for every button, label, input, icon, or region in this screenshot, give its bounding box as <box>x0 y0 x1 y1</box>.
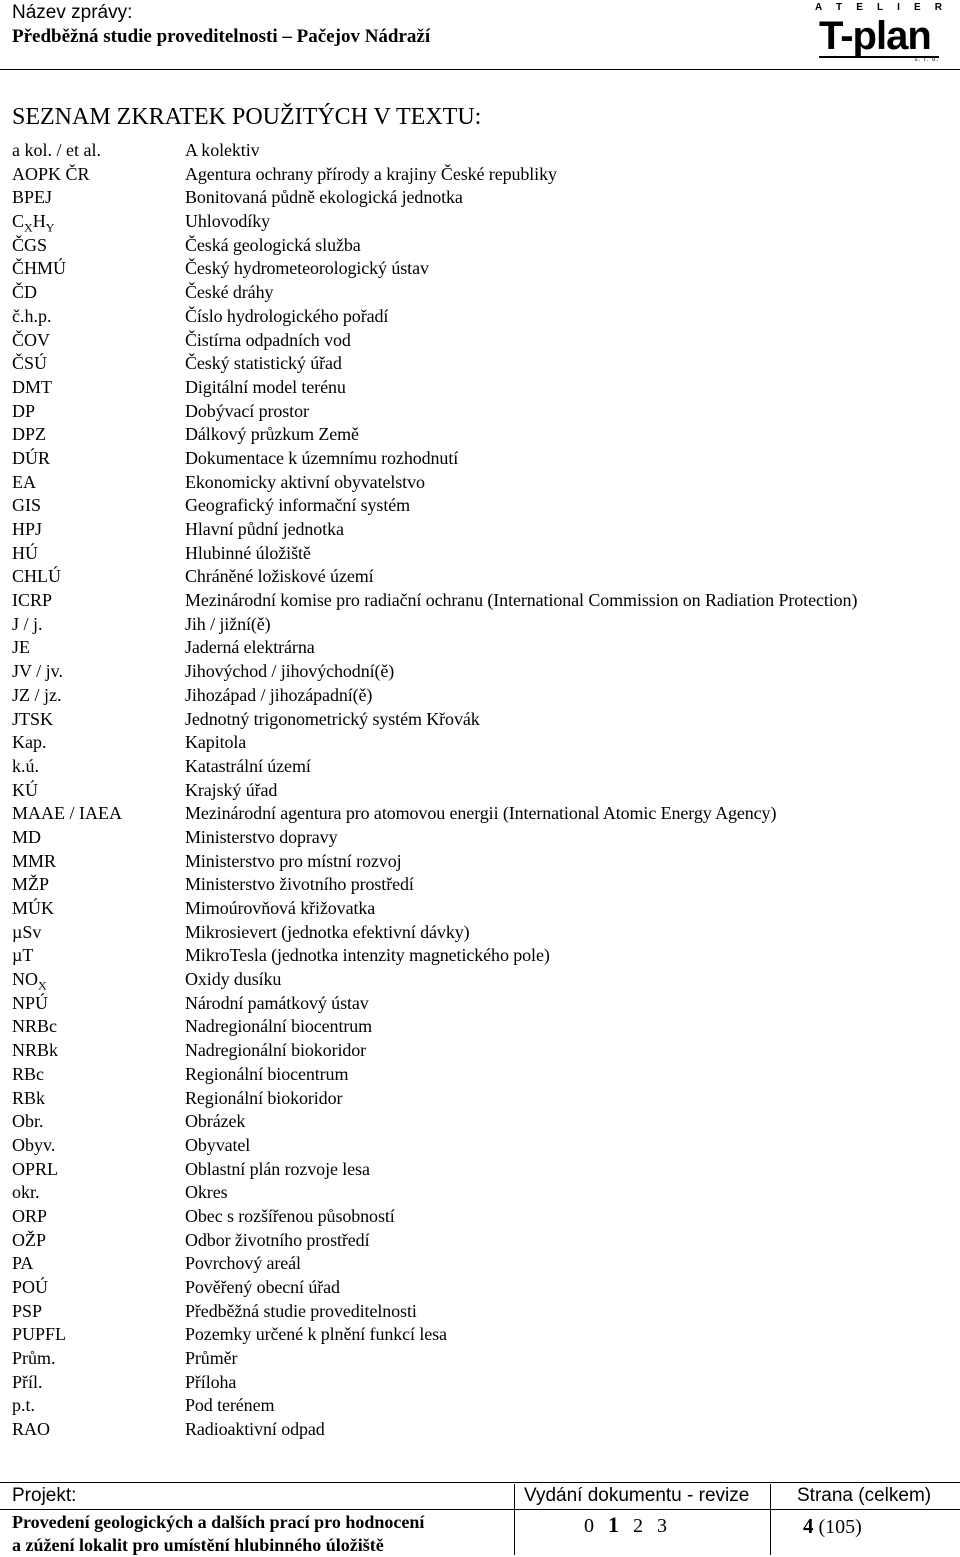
abbreviation-meaning: Digitální model terénu <box>185 376 346 397</box>
abbreviation: MMR <box>12 850 57 871</box>
list-item <box>0 1323 960 1347</box>
list-item <box>0 1039 960 1063</box>
company-logo <box>815 2 943 64</box>
revision-number: 3 <box>657 1515 667 1537</box>
abbreviation-meaning: Odbor životního prostředí <box>185 1229 370 1250</box>
abbreviation: POÚ <box>12 1277 49 1297</box>
abbreviation-meaning: Hlavní půdní jednotka <box>185 519 344 539</box>
abbreviation-meaning: Národní památkový ústav <box>185 992 369 1013</box>
list-item <box>0 1181 960 1205</box>
list-item <box>0 447 960 471</box>
abbreviation: J / j. <box>12 613 43 634</box>
abbreviation: MAAE / IAEA <box>12 803 122 824</box>
abbreviation-meaning: Oblastní plán rozvoje lesa <box>185 1158 370 1179</box>
abbreviation: OPRL <box>12 1158 59 1179</box>
abbreviation-meaning: Chráněné ložiskové území <box>185 566 374 587</box>
abbreviation: RAO <box>12 1419 51 1440</box>
list-item <box>0 1063 960 1087</box>
abbreviation-meaning: Obec s rozšířenou působností <box>185 1205 395 1226</box>
footer-divider-1 <box>514 1484 515 1555</box>
abbreviation-meaning: Katastrální území <box>185 755 311 776</box>
abbreviation: ČSÚ <box>12 353 48 374</box>
list-item <box>0 234 960 258</box>
list-item <box>0 992 960 1016</box>
page-header <box>0 0 960 72</box>
list-item <box>0 1015 960 1039</box>
page-current: 4 <box>803 1514 814 1538</box>
list-item <box>0 1371 960 1395</box>
abbreviation-meaning: Mezinárodní komise pro radiační ochranu (International Commission on Radiation Protection) <box>185 590 858 611</box>
abbreviation-meaning: Mimoúrovňová křižovatka <box>185 898 376 918</box>
abbreviation: a kol. / et al. <box>12 140 101 160</box>
abbreviation: k.ú. <box>12 755 39 776</box>
abbreviation-meaning: Agentura ochrany přírody a krajiny České republiky <box>185 163 557 184</box>
abbreviation-meaning: Obyvatel <box>185 1134 251 1155</box>
abbreviation-meaning: Ministerstvo dopravy <box>185 826 338 847</box>
abbreviation: µSv <box>12 921 42 942</box>
abbreviation: PUPFL <box>12 1324 67 1345</box>
abbreviation-meaning: Regionální biokoridor <box>185 1087 343 1108</box>
list-item <box>0 163 960 187</box>
list-item <box>0 1347 960 1371</box>
revision-number: 0 <box>584 1515 594 1537</box>
list-item <box>0 400 960 424</box>
list-item <box>0 944 960 968</box>
page-total: (105) <box>818 1516 862 1538</box>
list-item <box>0 1418 960 1442</box>
footer-mid-divider <box>0 1509 960 1510</box>
list-item <box>0 755 960 779</box>
abbreviation-list <box>0 139 960 1442</box>
report-name-label: Název zprávy: <box>12 2 133 23</box>
list-item <box>0 1276 960 1300</box>
abbreviation-meaning: Ministerstvo životního prostředí <box>185 874 414 895</box>
abbreviation-meaning: Číslo hydrologického pořadí <box>185 305 389 326</box>
abbreviation-meaning: Krajský úřad <box>185 779 278 800</box>
list-item <box>0 897 960 921</box>
list-item <box>0 305 960 329</box>
abbreviation-meaning: Dálkový průzkum Země <box>185 424 359 445</box>
abbreviation-meaning: Český statistický úřad <box>185 353 342 374</box>
list-item <box>0 329 960 353</box>
abbreviation: KÚ <box>12 779 38 800</box>
abbreviation-meaning: Povrchový areál <box>185 1253 301 1274</box>
list-item <box>0 1134 960 1158</box>
project-name <box>12 1511 512 1557</box>
abbreviation-meaning: Mikrosievert (jednotka efektivní dávky) <box>185 921 470 942</box>
list-item <box>0 826 960 850</box>
list-item <box>0 281 960 305</box>
abbreviation: ICRP <box>12 590 53 611</box>
abbreviation-meaning: Radioaktivní odpad <box>185 1419 325 1440</box>
abbreviation: ČHMÚ <box>12 258 67 279</box>
abbreviation-meaning: Regionální biocentrum <box>185 1063 349 1084</box>
abbreviation-meaning: Obrázek <box>185 1111 246 1132</box>
list-item <box>0 660 960 684</box>
abbreviation: Příl. <box>12 1371 43 1392</box>
abbreviation: ČD <box>12 282 38 303</box>
list-item <box>0 565 960 589</box>
abbreviation: č.h.p. <box>12 305 52 326</box>
list-item <box>0 968 960 992</box>
abbreviation-meaning: MikroTesla (jednotka intenzity magnetického pole) <box>185 945 550 966</box>
list-item <box>0 589 960 613</box>
abbreviation: MŽP <box>12 874 50 895</box>
abbreviation: OŽP <box>12 1229 47 1250</box>
abbreviation-meaning: Dokumentace k územnímu rozhodnutí <box>185 447 459 468</box>
list-item <box>0 423 960 447</box>
abbreviation: JE <box>12 637 30 658</box>
abbreviation: µT <box>12 945 34 966</box>
abbreviation: AOPK ČR <box>12 163 90 184</box>
abbreviation: PA <box>12 1253 34 1274</box>
section-title: SEZNAM ZKRATEK POUŽITÝCH V TEXTU: <box>12 104 482 130</box>
revision-list <box>584 1512 681 1538</box>
abbreviation: DP <box>12 400 36 421</box>
list-item <box>0 376 960 400</box>
list-item <box>0 542 960 566</box>
list-item <box>0 613 960 637</box>
list-item <box>0 257 960 281</box>
abbreviation: Obr. <box>12 1111 44 1132</box>
abbreviation: okr. <box>12 1182 40 1203</box>
report-title: Předběžná studie proveditelnosti – Pačejov Nádraží <box>12 26 431 47</box>
abbreviation-meaning: Jih / jižní(ě) <box>185 613 271 634</box>
list-item <box>0 708 960 732</box>
abbreviation-meaning: Česká geologická služba <box>185 234 361 255</box>
abbreviation-meaning: Oxidy dusíku <box>185 969 282 990</box>
abbreviation-meaning: Čistírna odpadních vod <box>185 329 351 350</box>
list-item <box>0 1158 960 1182</box>
abbreviation: RBk <box>12 1087 46 1108</box>
project-label: Projekt: <box>12 1485 77 1506</box>
footer-top-divider <box>0 1482 960 1483</box>
footer-divider-2 <box>770 1484 771 1555</box>
list-item <box>0 684 960 708</box>
abbreviation: Prům. <box>12 1348 56 1369</box>
list-item <box>0 1087 960 1111</box>
abbreviation: NPÚ <box>12 992 49 1013</box>
abbreviation: HÚ <box>12 542 38 563</box>
list-item <box>0 1205 960 1229</box>
list-item <box>0 779 960 803</box>
abbreviation: MD <box>12 826 42 847</box>
project-name-line-1: Provedení geologických a dalších prací pro hodnocení <box>12 1512 425 1532</box>
revision-number: 2 <box>633 1515 643 1537</box>
abbreviation: GIS <box>12 495 42 516</box>
list-item <box>0 921 960 945</box>
list-item <box>0 471 960 495</box>
logo-top-text: A T E L I E R <box>815 2 943 13</box>
abbreviation: CHLÚ <box>12 566 61 587</box>
list-item <box>0 731 960 755</box>
abbreviation: DÚR <box>12 447 51 468</box>
page-number <box>803 1514 862 1539</box>
abbreviation-meaning: Předběžná studie proveditelnosti <box>185 1300 417 1321</box>
list-item <box>0 873 960 897</box>
list-item <box>0 186 960 210</box>
abbreviation: p.t. <box>12 1395 36 1416</box>
list-item <box>0 1110 960 1134</box>
abbreviation: ORP <box>12 1205 48 1226</box>
header-divider <box>0 69 960 70</box>
abbreviation-meaning: České dráhy <box>185 282 274 303</box>
list-item <box>0 1394 960 1418</box>
logo-small-text: s. r. o. <box>914 57 939 63</box>
page-label: Strana (celkem) <box>797 1485 932 1506</box>
abbreviation-meaning: Geografický informační systém <box>185 495 411 516</box>
list-item <box>0 1229 960 1253</box>
list-item <box>0 1252 960 1276</box>
abbreviation: HPJ <box>12 519 43 539</box>
abbreviation: JV / jv. <box>12 661 64 682</box>
abbreviation: PSP <box>12 1300 43 1321</box>
abbreviation: Obyv. <box>12 1134 56 1155</box>
abbreviation-meaning: Pod terénem <box>185 1395 275 1416</box>
abbreviation-meaning: Český hydrometeorologický ústav <box>185 258 429 279</box>
abbreviation: NRBc <box>12 1016 57 1037</box>
abbreviation-meaning: Ekonomicky aktivní obyvatelstvo <box>185 471 425 492</box>
abbreviation-meaning: Kapitola <box>185 732 247 753</box>
list-item <box>0 352 960 376</box>
abbreviation-meaning: Jihozápad / jihozápadní(ě) <box>185 684 373 705</box>
list-item <box>0 494 960 518</box>
abbreviation: NRBk <box>12 1040 59 1061</box>
abbreviation-meaning: Ministerstvo pro místní rozvoj <box>185 850 402 871</box>
list-item <box>0 1300 960 1324</box>
abbreviation-meaning: Jaderná elektrárna <box>185 637 315 658</box>
abbreviation-meaning: A kolektiv <box>185 140 260 160</box>
abbreviation: $C_XH_Y$ <box>12 211 55 235</box>
list-item <box>0 636 960 660</box>
abbreviation-meaning: Pozemky určené k plnění funkcí lesa <box>185 1324 447 1345</box>
abbreviation: DMT <box>12 376 52 397</box>
abbreviation-meaning: Průměr <box>185 1348 238 1369</box>
abbreviation: DPZ <box>12 424 47 445</box>
abbreviation: $NO_X$ <box>12 969 47 993</box>
abbreviation: MÚK <box>12 898 55 918</box>
abbreviation-meaning: Mezinárodní agentura pro atomovou energii (International Atomic Energy Agency) <box>185 803 777 824</box>
abbreviation: JTSK <box>12 708 54 729</box>
abbreviation: ČGS <box>12 234 48 255</box>
list-item <box>0 802 960 826</box>
abbreviation: RBc <box>12 1063 45 1084</box>
abbreviation-meaning: Nadregionální biokoridor <box>185 1040 367 1061</box>
abbreviation: BPEJ <box>12 187 53 208</box>
abbreviation-meaning: Dobývací prostor <box>185 400 309 421</box>
logo-main-text: T-plan <box>819 14 931 58</box>
revision-number: 1 <box>608 1512 619 1537</box>
abbreviation-meaning: Nadregionální biocentrum <box>185 1016 373 1037</box>
list-item <box>0 210 960 234</box>
abbreviation-meaning: Bonitovaná půdně ekologická jednotka <box>185 187 463 208</box>
abbreviation-meaning: Jednotný trigonometrický systém Křovák <box>185 708 480 729</box>
project-name-line-2: a zúžení lokalit pro umístění hlubinného úložiště <box>12 1535 384 1555</box>
abbreviation: ČOV <box>12 329 51 350</box>
list-item <box>0 850 960 874</box>
abbreviation-meaning: Pověřený obecní úřad <box>185 1277 340 1297</box>
list-item <box>0 518 960 542</box>
page-footer <box>0 1482 960 1557</box>
revision-label: Vydání dokumentu - revize <box>524 1485 750 1506</box>
abbreviation: Kap. <box>12 732 47 753</box>
abbreviation: JZ / jz. <box>12 684 62 705</box>
abbreviation-meaning: Jihovýchod / jihovýchodní(ě) <box>185 661 395 682</box>
abbreviation-meaning: Příloha <box>185 1371 237 1392</box>
list-item <box>0 139 960 163</box>
abbreviation-meaning: Uhlovodíky <box>185 211 271 232</box>
abbreviation-meaning: Hlubinné úložiště <box>185 542 311 563</box>
abbreviation-meaning: Okres <box>185 1182 228 1203</box>
abbreviation: EA <box>12 471 36 492</box>
